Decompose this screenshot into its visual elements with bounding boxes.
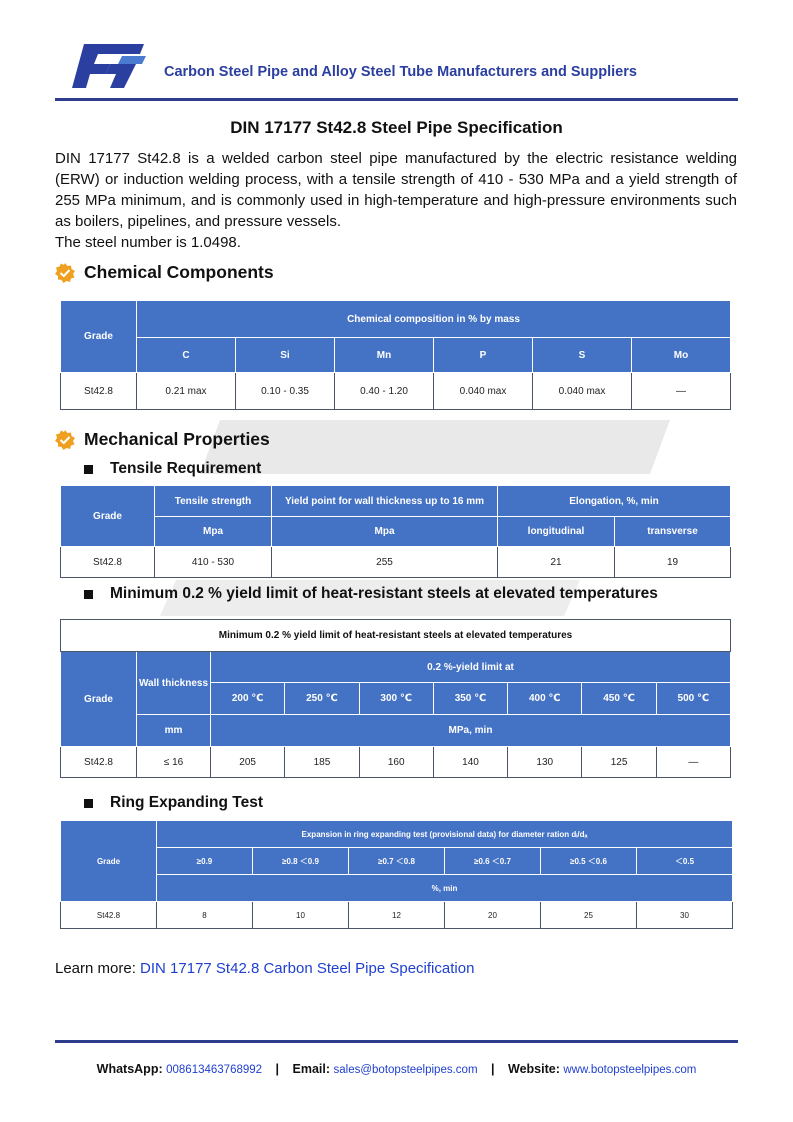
yield-unit: Mpa — [272, 517, 498, 547]
chem-col-si: Si — [236, 338, 335, 373]
table-row — [61, 902, 733, 929]
transverse-header: transverse — [615, 517, 731, 547]
table-cell: ≤ 16 — [137, 747, 211, 778]
ring-col-2: ≥0.8 ＜0.9 — [253, 848, 349, 875]
learn-more-link[interactable]: DIN 17177 St42.8 Carbon Steel Pipe Specification — [140, 960, 475, 977]
table-cell: 20 — [445, 902, 541, 929]
longitudinal-header: longitudinal — [498, 517, 615, 547]
temp-200: 200 ℃ — [211, 683, 285, 715]
square-bullet-icon — [84, 590, 93, 599]
whatsapp-label: WhatsApp: — [96, 1062, 163, 1076]
table-cell: St42.8 — [61, 747, 137, 778]
ring-group-header: Expansion in ring expanding test (provisional data) for diameter ration dᵢ/dₐ — [157, 821, 733, 848]
table-cell: 12 — [349, 902, 445, 929]
section-ring-heading — [84, 794, 263, 812]
temp-350: 350 ℃ — [433, 683, 507, 715]
email-label: Email: — [292, 1062, 331, 1076]
section-yield-label: Minimum 0.2 % yield limit of heat-resistant steels at elevated temperatures — [110, 585, 658, 602]
ring-grade-header: Grade — [61, 821, 157, 902]
chem-col-c: C — [137, 338, 236, 373]
table-cell: 8 — [157, 902, 253, 929]
temp-400: 400 ℃ — [508, 683, 582, 715]
header-title: Carbon Steel Pipe and Alloy Steel Tube Manufacturers and Suppliers — [164, 64, 637, 80]
table-cell: 30 — [637, 902, 733, 929]
chem-col-mn: Mn — [335, 338, 434, 373]
yield-group-header: 0.2 %-yield limit at — [211, 652, 731, 683]
chemical-table — [60, 300, 731, 410]
unit-mm: mm — [137, 715, 211, 747]
elongation-header: Elongation, %, min — [498, 486, 731, 517]
table-row — [61, 373, 731, 410]
table-cell: — — [632, 373, 731, 410]
table-cell: 205 — [211, 747, 285, 778]
table-cell: 0.40 - 1.20 — [335, 373, 434, 410]
table-cell: 160 — [359, 747, 433, 778]
tensile-unit: Mpa — [155, 517, 272, 547]
table-cell: 410 - 530 — [155, 547, 272, 578]
page-footer — [0, 1062, 793, 1076]
section-ring-label: Ring Expanding Test — [110, 794, 263, 811]
yield-table — [60, 619, 731, 778]
table-cell: 130 — [508, 747, 582, 778]
section-tensile-heading — [84, 460, 261, 478]
intro-text — [55, 148, 737, 253]
table-cell: 185 — [285, 747, 359, 778]
ring-unit: %, min — [157, 875, 733, 902]
ring-col-1: ≥0.9 — [157, 848, 253, 875]
temp-500: 500 ℃ — [656, 683, 730, 715]
table-cell: 21 — [498, 547, 615, 578]
table-cell: 0.040 max — [533, 373, 632, 410]
check-badge-icon — [55, 263, 75, 283]
yield-table-caption: Minimum 0.2 % yield limit of heat-resistant steels at elevated temperatures — [61, 620, 731, 652]
document-title: DIN 17177 St42.8 Steel Pipe Specification — [230, 118, 563, 137]
ring-table — [60, 820, 733, 929]
ring-col-6: ＜0.5 — [637, 848, 733, 875]
email-link[interactable]: sales@botopsteelpipes.com — [333, 1064, 478, 1076]
chem-group-header: Chemical composition in % by mass — [137, 301, 731, 338]
watermark-logo — [200, 418, 670, 476]
ring-col-5: ≥0.5 ＜0.6 — [541, 848, 637, 875]
website-label: Website: — [508, 1062, 560, 1076]
section-chemical-heading — [55, 262, 274, 283]
table-cell: 140 — [433, 747, 507, 778]
section-mechanical-label: Mechanical Properties — [84, 429, 270, 449]
tensile-table — [60, 485, 731, 578]
footer-separator: | — [275, 1062, 280, 1076]
steel-number: The steel number is 1.0498. — [55, 234, 241, 251]
table-cell: — — [656, 747, 730, 778]
learn-more-label: Learn more: — [55, 960, 141, 977]
table-cell: St42.8 — [61, 547, 155, 578]
table-row — [61, 747, 731, 778]
table-cell: 10 — [253, 902, 349, 929]
check-badge-icon — [55, 430, 75, 450]
table-cell: 25 — [541, 902, 637, 929]
learn-more — [55, 960, 474, 977]
footer-divider — [55, 1040, 738, 1043]
table-cell: 125 — [582, 747, 656, 778]
temp-300: 300 ℃ — [359, 683, 433, 715]
section-tensile-label: Tensile Requirement — [110, 460, 262, 477]
page-header — [60, 38, 740, 100]
square-bullet-icon — [84, 465, 93, 474]
table-cell: 0.10 - 0.35 — [236, 373, 335, 410]
yield-point-header: Yield point for wall thickness up to 16 mm — [272, 486, 498, 517]
header-divider — [55, 98, 738, 101]
table-cell: 0.040 max — [434, 373, 533, 410]
square-bullet-icon — [84, 799, 93, 808]
whatsapp-number[interactable]: 008613463768992 — [166, 1064, 263, 1076]
yield-grade-header: Grade — [61, 652, 137, 747]
chem-col-p: P — [434, 338, 533, 373]
table-cell: 19 — [615, 547, 731, 578]
wall-thickness-header: Wall thickness — [137, 652, 211, 715]
table-cell: 0.21 max — [137, 373, 236, 410]
table-cell: St42.8 — [61, 902, 157, 929]
ring-col-3: ≥0.7 ＜0.8 — [349, 848, 445, 875]
table-row — [61, 547, 731, 578]
company-logo-icon — [66, 40, 146, 92]
temp-450: 450 ℃ — [582, 683, 656, 715]
table-cell: St42.8 — [61, 373, 137, 410]
chem-grade-header: Grade — [61, 301, 137, 373]
chem-col-mo: Mo — [632, 338, 731, 373]
tensile-grade-header: Grade — [61, 486, 155, 547]
temp-250: 250 ℃ — [285, 683, 359, 715]
intro-paragraph: DIN 17177 St42.8 is a welded carbon steel pipe manufactured by the electric resistance welding (ERW) or induction welding process, with a tensile strength of 410 - 530 MPa and a yield strength of 255 MPa minimum, and is commonly used in high-temperature and high-pressure environments such as boilers, pipelines, and pressure vessels. — [55, 150, 737, 230]
tensile-strength-header: Tensile strength — [155, 486, 272, 517]
section-yield-heading — [84, 585, 658, 603]
table-cell: 255 — [272, 547, 498, 578]
section-mechanical-heading — [55, 429, 270, 450]
unit-mpa-min: MPa, min — [211, 715, 731, 747]
website-link[interactable]: www.botopsteelpipes.com — [563, 1064, 697, 1076]
chem-col-s: S — [533, 338, 632, 373]
ring-col-4: ≥0.6 ＜0.7 — [445, 848, 541, 875]
section-chemical-label: Chemical Components — [84, 262, 274, 282]
footer-separator: | — [491, 1062, 495, 1076]
